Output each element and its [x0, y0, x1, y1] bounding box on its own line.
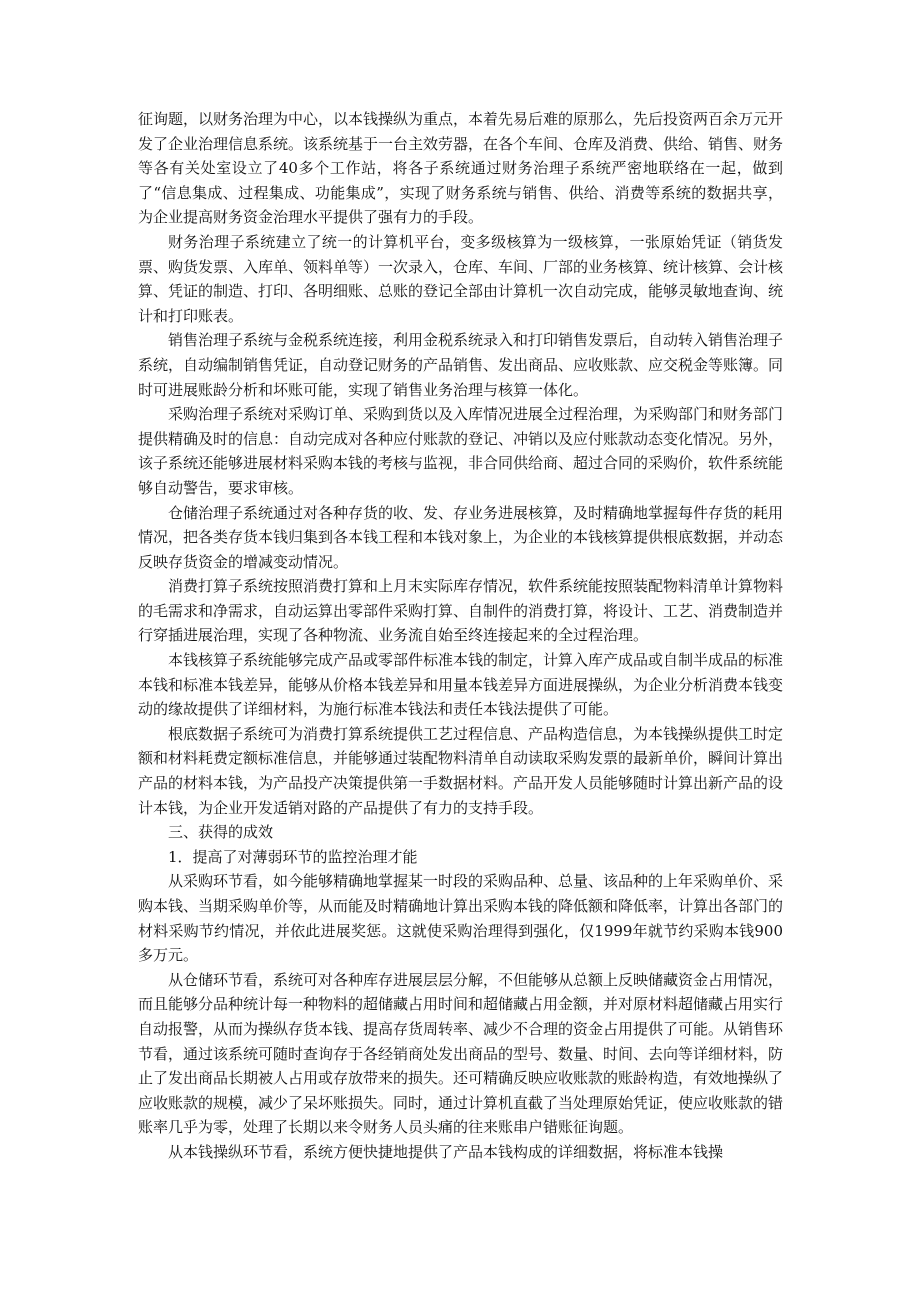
subsection-heading: 1．提高了对薄弱环节的监控治理才能: [168, 847, 418, 866]
paragraph: 本钱核算子系统能够完成产品或零部件标准本钱的制定，计算入库产成品或自制半成品的标准本钱和标准本钱差异，能够从价格本钱差异和用量本钱差异方面进展操纵，为企业分析消费本钱变动的缘故提供了详细材料，为施行标准本钱法和责任本钱法提供了可能。: [138, 651, 784, 719]
paragraph: 征询题，以财务治理为中心，以本钱操纵为重点，本着先易后难的原那么，先后投资两百余万元开发了企业治理信息系统。该系统基于一台主效劳器，在各个车间、仓库及消费、供给、销售、财务等各有关处室设立了40多个工作站，将各子系统通过财务治理子系统严密地联络在一起，做到了“信息集成、过程集成、功能集成”，实现了财务系统与销售、供给、消费等系统的数据共享，为企业提高财务资金治理水平提供了强有力的手段。: [138, 110, 784, 227]
paragraph: 采购治理子系统对采购订单、采购到货以及入库情况进展全过程治理，为采购部门和财务部门提供精确及时的信息：自动完成对各种应付账款的登记、冲销以及应付账款动态变化情况。另外，该子系统还能够进展材料采购本钱的考核与监视，非合同供给商、超过合同的采购价，软件系统能够自动警告，要求审核。: [138, 405, 784, 497]
paragraph: 从采购环节看，如今能够精确地掌握某一时段的采购品种、总量、该品种的上年采购单价、采购本钱、当期采购单价等，从而能及时精确地计算出采购本钱的降低额和降低率，计算出各部门的材料采购节约情况，并依此进展奖惩。这就使采购治理得到强化，仅1999年就节约采购本钱900多万元。: [138, 872, 784, 965]
paragraph: 从仓储环节看，系统可对各种库存进展层层分解，不但能够从总额上反映储藏资金占用情况，而且能够分品种统计每一种物料的超储藏占用时间和超储藏占用金额，并对原材料超储藏占用实行自动报警，从而为操纵存货本钱、提高存货周转率、减少不合理的资金占用提供了可能。从销售环节看，通过该系统可随时查询存于各经销商处发出商品的型号、数量、时间、去向等详细材料，防止了发出商品长期被人占用或存放带来的损失。还可精确反映应收账款的账龄构造，有效地操纵了应收账款的规模，减少了呆坏账损失。同时，通过计算机直截了当处理原始凭证，使应收账款的错账率几乎为零，处理了长期以来令财务人员头痛的往来账串户错账征询题。: [138, 970, 784, 1137]
section-heading: 三、获得的成效: [168, 823, 274, 842]
paragraph: 消费打算子系统按照消费打算和上月末实际库存情况，软件系统能按照装配物料清单计算物料的毛需求和净需求，自动运算出零部件采购打算、自制件的消费打算，将设计、工艺、消费制造并行穿插进展治理，实现了各种物流、业务流自始至终连接起来的全过程治理。: [138, 577, 784, 645]
paragraph: 销售治理子系统与金税系统连接，利用金税系统录入和打印销售发票后，自动转入销售治理子系统，自动编制销售凭证，自动登记财务的产品销售、发出商品、应收账款、应交税金等账簿。同时可进展账龄分析和坏账可能，实现了销售业务治理与核算一体化。: [138, 331, 784, 399]
document-page: [138, 107, 783, 1165]
paragraph: 仓储治理子系统通过对各种存货的收、发、存业务进展核算，及时精确地掌握每件存货的耗用情况，把各类存货本钱归集到各本钱工程和本钱对象上，为企业的本钱核算提供根底数据，并动态反映存货资金的增减变动情况。: [138, 503, 784, 571]
paragraph: 根底数据子系统可为消费打算系统提供工艺过程信息、产品构造信息，为本钱操纵提供工时定额和材料耗费定额标准信息，并能够通过装配物料清单自动读取采购发票的最新单价，瞬间计算出产品的材料本钱，为产品投产决策提供第一手数据材料。产品开发人员能够随时计算出新产品的设计本钱，为企业开发适销对路的产品提供了有力的支持手段。: [138, 724, 784, 817]
paragraph: 从本钱操纵环节看，系统方便快捷地提供了产品本钱构成的详细数据，将标准本钱操: [168, 1142, 724, 1161]
paragraph: 财务治理子系统建立了统一的计算机平台，变多级核算为一级核算，一张原始凭证（销货发票、购货发票、入库单、领料单等）一次录入，仓库、车间、厂部的业务核算、统计核算、会计核算、凭证的制造、打印、各明细账、总账的登记全部由计算机一次自动完成，能够灵敏地查询、统计和打印账表。: [138, 232, 784, 325]
